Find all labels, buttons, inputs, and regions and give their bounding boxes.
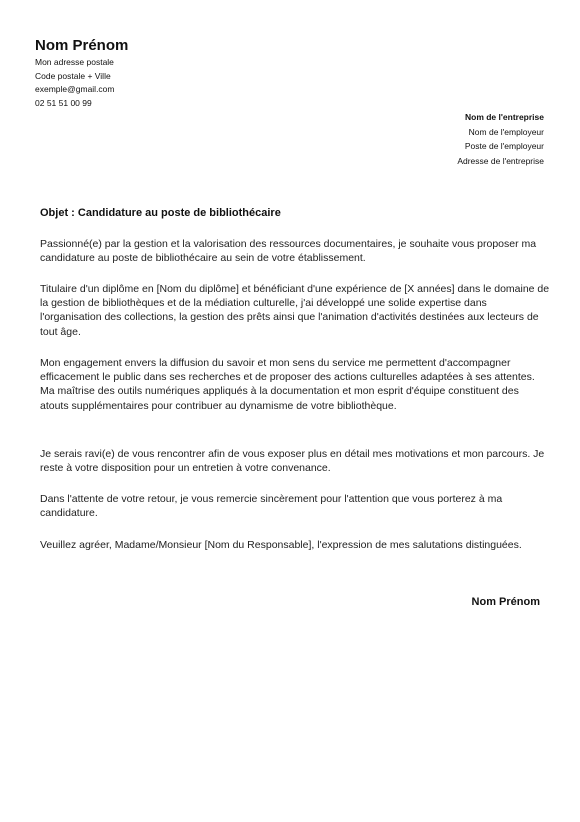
sender-name: Nom Prénom xyxy=(35,37,129,54)
sender-email: exemple@gmail.com xyxy=(35,84,115,94)
letter-paragraph-experience: Titulaire d'un diplôme en [Nom du diplôme] et bénéficiant d'une expérience de [X années] dans le domaine de la gestion de bibliothèques et de la médiation culturelle, j'ai développé une solide expertise dans l'organisation des collections, la gestion des prêts ainsi que l'animation d'activités destinées aux lecteurs de tout âge. xyxy=(40,283,550,338)
sender-block xyxy=(35,37,128,110)
sender-phone: 02 51 51 00 99 xyxy=(35,97,92,108)
recipient-company: Nom de l'entreprise xyxy=(464,112,544,122)
letter-subject: Objet : Candidature au poste de bibliothécaire xyxy=(40,207,281,219)
recipient-employer-position: Poste de l'employeur xyxy=(464,141,544,151)
letter-paragraph-intro: Passionné(e) par la gestion et la valorisation des ressources documentaires, je souhaite vous proposer ma candidature au poste de bibliothécaire au sein de votre établissement. xyxy=(40,238,537,265)
recipient-company-address: Adresse de l'entreprise xyxy=(457,155,544,166)
letter-paragraph-meeting: Je serais ravi(e) de vous rencontrer afin de vous exposer plus en détail mes motivations et mon parcours. Je reste à votre disposition pour un entretien à votre convenance. xyxy=(40,448,545,475)
recipient-employer-name: Nom de l'employeur xyxy=(468,126,544,137)
letter-paragraph-thanks: Dans l'attente de votre retour, je vous remercie sincèrement pour l'attention que vous porterez à ma candidature. xyxy=(40,493,503,520)
sender-city: Code postale + Ville xyxy=(35,70,111,81)
recipient-block xyxy=(457,110,544,168)
sender-address: Mon adresse postale xyxy=(35,57,114,67)
letter-paragraph-closing: Veuillez agréer, Madame/Monsieur [Nom du Responsable], l'expression de mes salutations distinguées. xyxy=(40,539,522,551)
letter-paragraph-skills: Mon engagement envers la diffusion du savoir et mon sens du service me permettent d'accompagner efficacement le public dans ses recherches et de proposer des actions culturelles adaptées à ses attentes. Ma maîtrise des outils numériques appliqués à la documentation et mon esprit d'équipe constituent des atouts supplémentaires pour contribuer au dynamisme de votre bibliothèque. xyxy=(40,357,535,412)
letter-signature: Nom Prénom xyxy=(471,596,540,608)
